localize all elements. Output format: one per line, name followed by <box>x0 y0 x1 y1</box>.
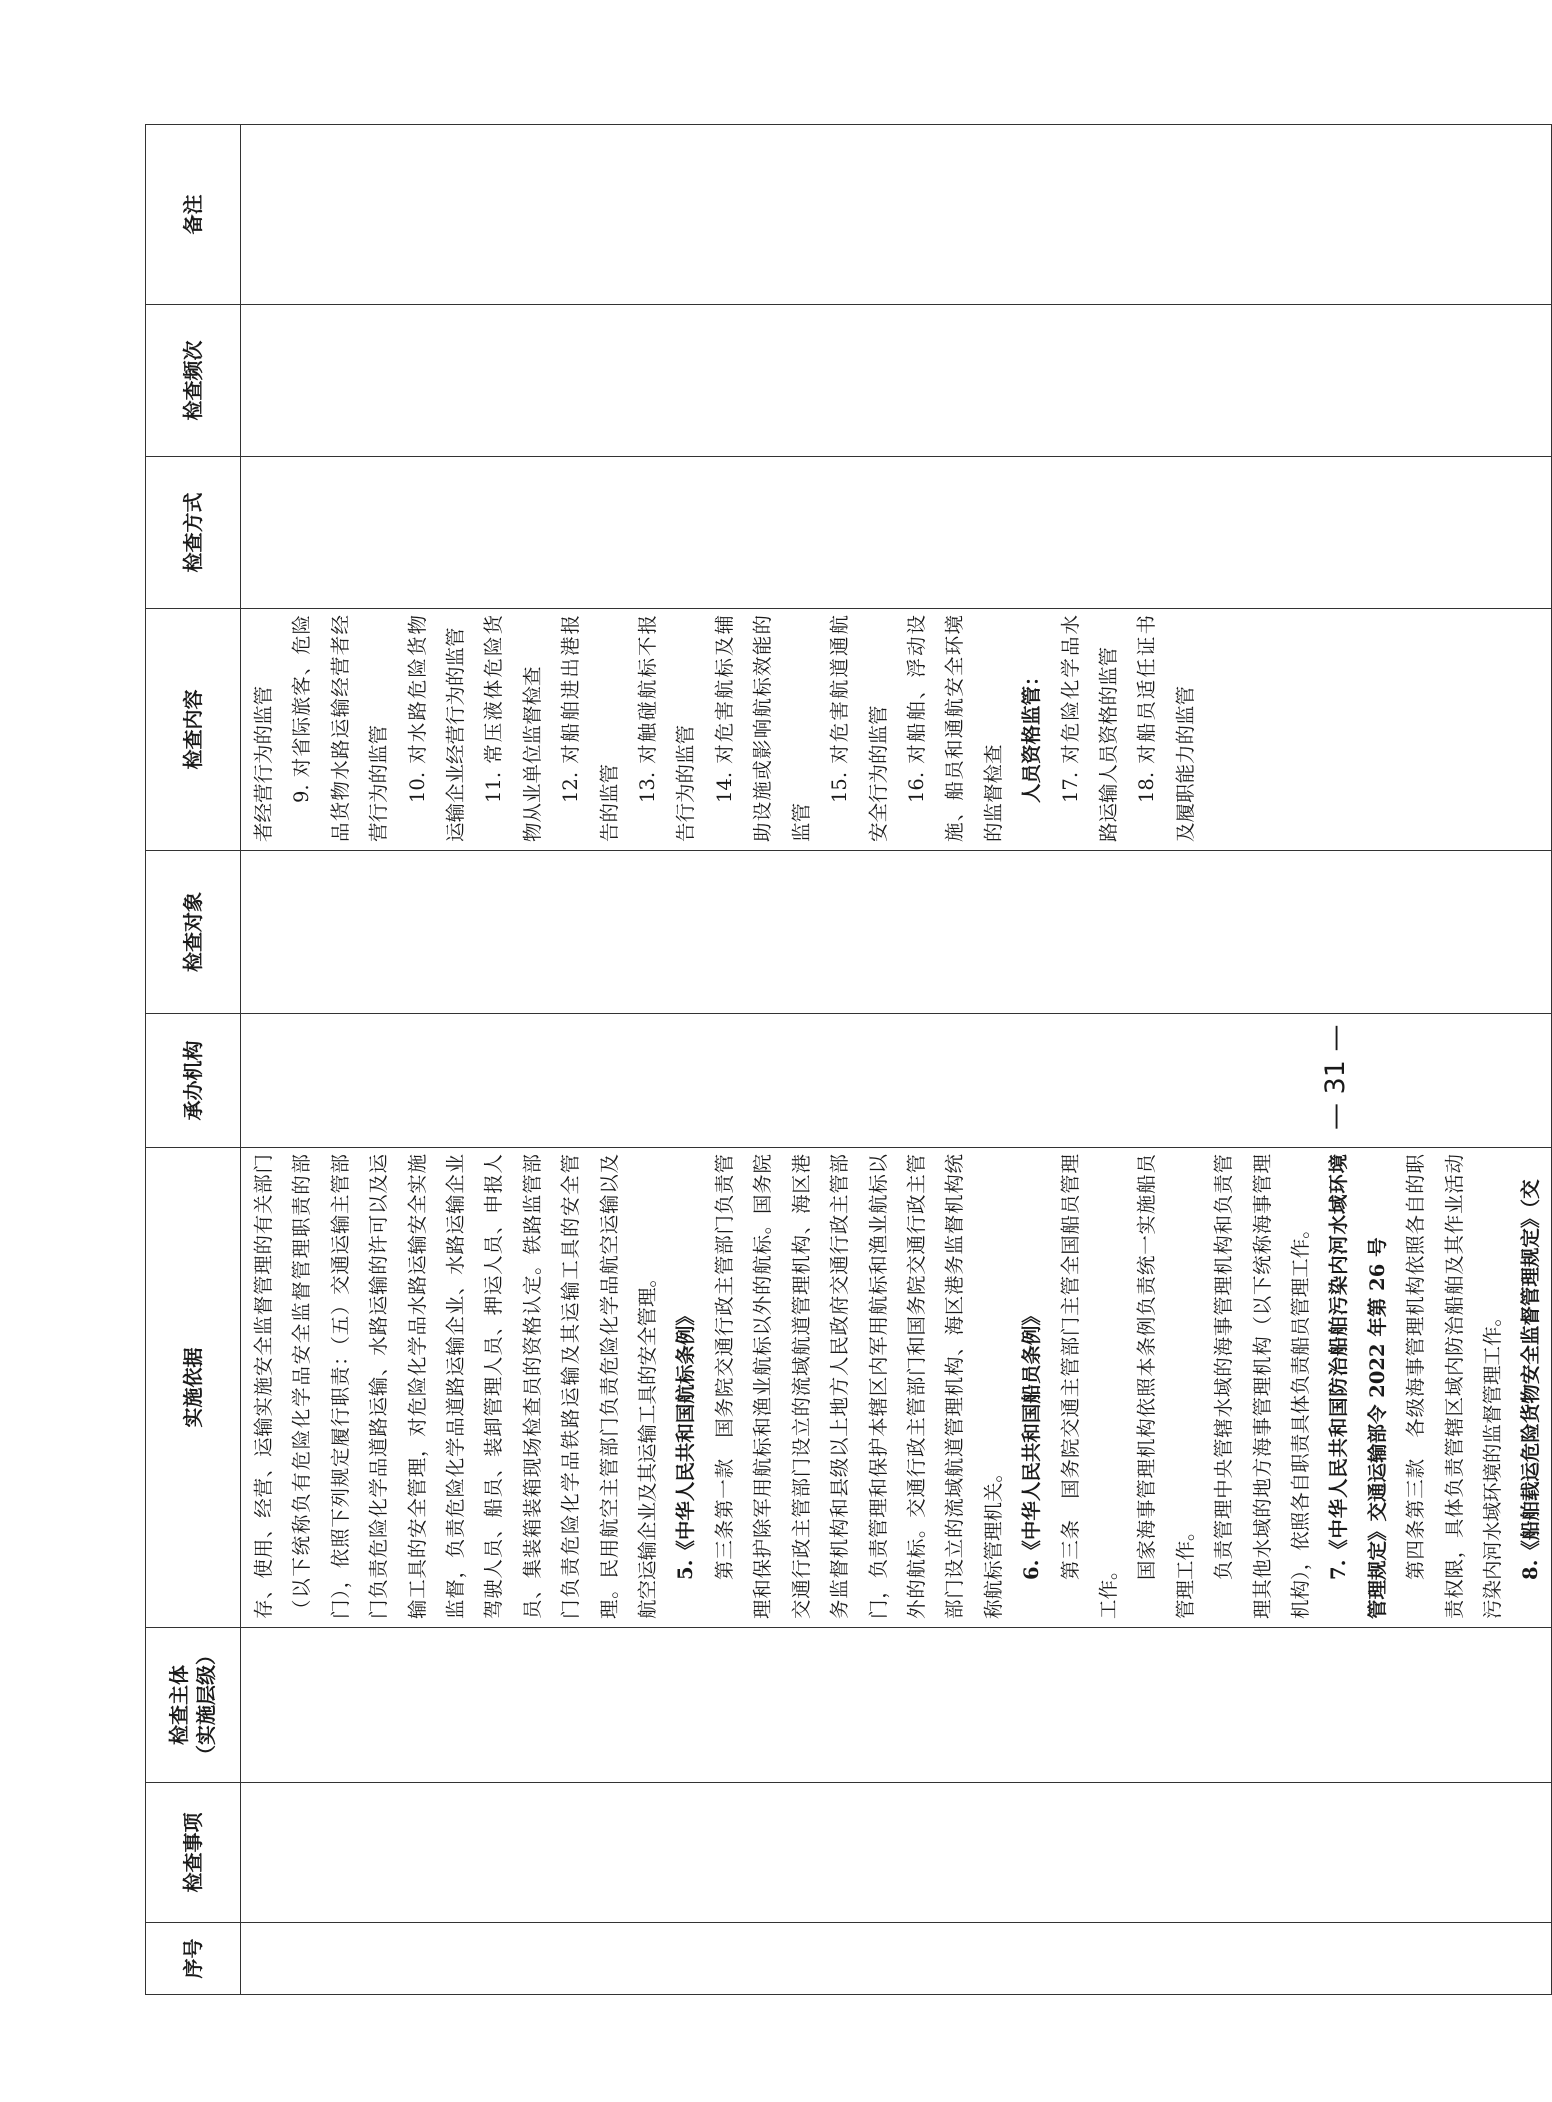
basis-paragraph: 第三条 国务院交通主管部门主管全国船员管理工作。 <box>1058 1154 1120 1619</box>
content-paragraph: 人员资格监管： <box>1020 666 1044 803</box>
header-row <box>146 125 241 1995</box>
cell-frequency <box>241 305 1552 457</box>
content-text <box>241 609 1205 850</box>
header-remarks: 备注 <box>146 125 241 305</box>
content-paragraph: 18. 对船员适任证书及履职能力的监管 <box>1135 615 1197 842</box>
header-subject <box>146 1628 241 1783</box>
content-paragraph: 者经营行为的监管 <box>252 685 275 842</box>
basis-paragraph: 存、使用、经营、运输实施安全监督管理的有关部门（以下统称负有危险化学品安全监督管理职责的部门），依照下列规定履行职责：（五）交通运输主管部门负责危险化学品道路运输、水路运输的许可以及运输工具的安全管理，对危险化学品水路运输安全实施监督，负责危险化学品道路运输企业、水路运输企业驾驶人员、船员、装卸管理人员、押运人员、申报人员、集装箱装箱现场检查员的资格认定。铁路监管部门负责危险化学品铁路运输及其运输工具的安全管理。民用航空主管部门负责危险化学品航空运输以及航空运输企业及其运输工具的安全管理。 <box>252 1154 660 1619</box>
page-number: — 31 — <box>1320 1024 1351 1130</box>
basis-paragraph: 6.《中华人民共和国船员条例》 <box>1020 1306 1044 1580</box>
cell-basis <box>241 1148 1552 1628</box>
cell-content <box>241 609 1552 851</box>
cell-object <box>241 851 1552 1014</box>
header-basis: 实施依据 <box>146 1148 241 1628</box>
basis-paragraph: 7.《中华人民共和国防治船舶污染内河水域环境管理规定》交通运输部令 2022 年第 26 号 <box>1327 1154 1389 1619</box>
header-item: 检查事项 <box>146 1783 241 1923</box>
content-paragraph: 16. 对船舶、浮动设施、船员和通航安全环境的监督检查 <box>904 615 1005 842</box>
cell-method <box>241 457 1552 609</box>
content-paragraph: 14. 对危害航标及辅助设施或影响航标效能的监管 <box>712 615 813 842</box>
content-paragraph: 17. 对危险化学品水路运输人员资格的监管 <box>1058 615 1120 842</box>
header-agency: 承办机构 <box>146 1014 241 1148</box>
header-seq: 序号 <box>146 1923 241 1995</box>
basis-paragraph: 第四条第三款 各级海事管理机构依照各自的职责权限，具体负责管辖区域内防治船舶及其作业活动污染内河水域环境的监督管理工作。 <box>1404 1154 1504 1619</box>
header-subject-line2: （实施层级） <box>194 1645 218 1765</box>
basis-paragraph: 国家海事管理机构依照本条例负责统一实施船员管理工作。 <box>1135 1154 1197 1619</box>
header-method: 检查方式 <box>146 457 241 609</box>
page-number-wrap <box>1320 1010 1360 1130</box>
content-paragraph: 11. 常压液体危险货物从业单位监督检查 <box>482 615 544 842</box>
cell-remarks <box>241 125 1552 305</box>
header-subject-line1: 检查主体 <box>167 1665 191 1745</box>
content-paragraph: 9. 对省际旅客、危险品货物水路运输经营者经营行为的监管 <box>290 615 391 842</box>
cell-seq <box>241 1923 1552 1995</box>
header-object: 检查对象 <box>146 851 241 1014</box>
content-paragraph: 13. 对触碰航标不报告行为的监管 <box>636 615 698 842</box>
basis-paragraph: 负责管理中央管辖水域的海事管理机构和负责管理其他水域的地方海事管理机构（以下统称海事管理机构），依照各自职责具体负责船员管理工作。 <box>1212 1154 1312 1619</box>
header-content: 检查内容 <box>146 609 241 851</box>
basis-paragraph: 5.《中华人民共和国航标条例》 <box>674 1306 698 1580</box>
basis-paragraph: 8.《船舶载运危险货物安全监督管理规定》（交 <box>1519 1179 1543 1580</box>
content-paragraph: 12. 对船舶进出港报告的监管 <box>559 615 621 842</box>
basis-text <box>241 1148 1551 1627</box>
content-paragraph: 10. 对水路危险货物运输企业经营行为的监管 <box>405 615 468 842</box>
cell-item <box>241 1783 1552 1923</box>
cell-subject <box>241 1628 1552 1783</box>
content-paragraph: 15. 对危害航道通航安全行为的监管 <box>828 615 890 842</box>
basis-paragraph: 第三条第一款 国务院交通行政主管部门负责管理和保护除军用航标和渔业航标以外的航标。国务院交通行政主管部门设立的流域航道管理机构、海区港务监督机构和县级以上地方人民政府交通行政主管部门，负责管理和保护本辖区内军用航标和渔业航标以外的航标。交通行政主管部门和国务院交通行政主管部门设立的流域航道管理机构、海区港务监督机构统称航标管理机关。 <box>712 1154 1005 1619</box>
header-frequency: 检查频次 <box>146 305 241 457</box>
